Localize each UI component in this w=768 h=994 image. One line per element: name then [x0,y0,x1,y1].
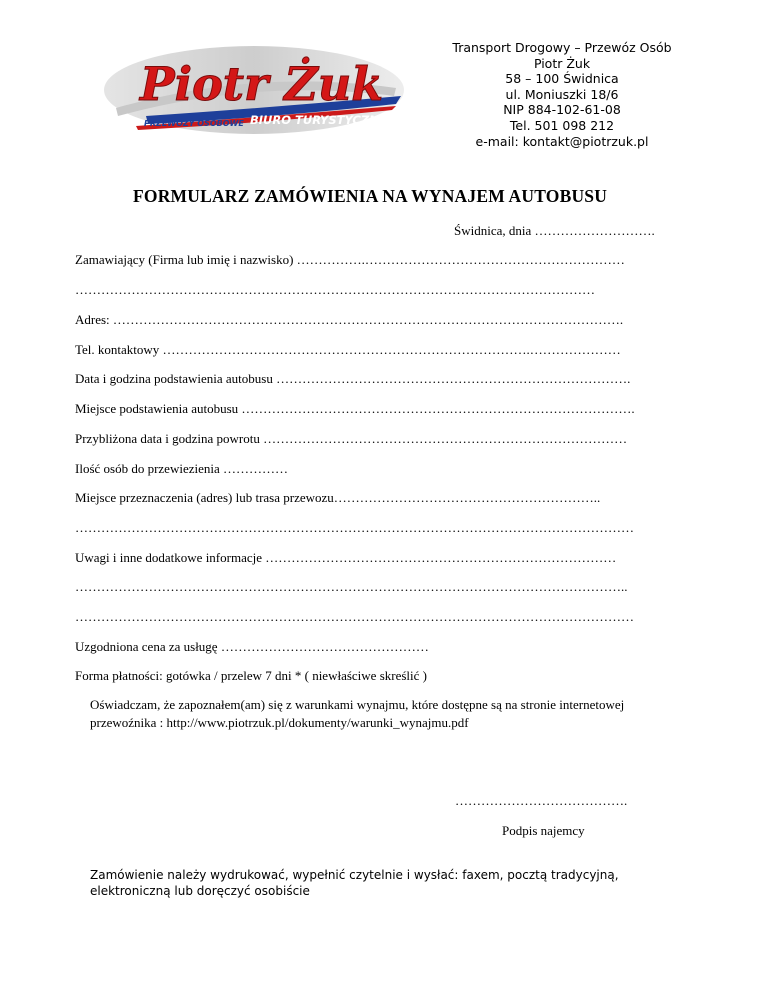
company-info-line: Piotr Żuk [533,55,591,71]
company-info [436,40,688,149]
field-pickup-place: Miejsce podstawienia autobusu ………………………………………………………………………………. [75,401,635,416]
company-info-line: 58 – 100 Świdnica [505,71,619,87]
company-logo [96,38,414,138]
field-notes-continued: ………………………………………………………………………………………………………………… [75,609,634,624]
company-info-line: ul. Moniuszki 18/6 [505,86,619,102]
company-info-line: NIP 884-102-61-08 [503,102,621,118]
company-info-email: e-mail: kontakt@piotrzuk.pl [475,133,649,149]
field-client: Zamawiający (Firma lub imię i nazwisko) …………….…………………………………………………… [75,252,625,267]
field-destination: Miejsce przeznaczenia (adres) lub trasa przewozu…………………………………………………….. [75,490,601,505]
declaration-line: Oświadczam, że zapoznałem(am) się z warunkami wynajmu, które dostępne są na stronie internetowej [90,697,625,712]
declaration-line: przewoźnika : http://www.piotrzuk.pl/dokumenty/warunki_wynajmu.pdf [90,715,469,730]
signature-label: Podpis najemcy [502,823,585,838]
field-payment-method: Forma płatności: gotówka / przelew 7 dni * ( niewłaściwe skreślić ) [75,668,427,683]
field-notes-continued: ……………………………………………………………………………………………………………….. [75,579,628,594]
logo-tagline-right: BIURO TURYSTYCZNE [250,113,387,127]
field-destination-continued: ………………………………………………………………………………………………………………… [75,520,634,535]
logo-tagline-left: PRZEWOZY OSOBOWE [144,119,244,128]
logo-wordmark: Piotr Żuk [140,57,384,111]
field-address: Adres: ………………………………………………………………………………………………………. [75,312,624,327]
field-client-continued: ………………………………………………………………………………………………………… [75,282,595,297]
footer-note-line: elektroniczną lub doręczyć osobiście [90,884,310,898]
footer-note-line: Zamówienie należy wydrukować, wypełnić czytelnie i wysłać: faxem, pocztą tradycyjną, [90,868,619,882]
field-phone: Tel. kontaktowy ………………………………………………………………………….………………… [75,342,621,357]
company-info-line: Tel. 501 098 212 [509,117,615,133]
signature-line: …………………………………. [455,793,628,808]
field-pickup-datetime: Data i godzina podstawienia autobusu ………………………………………………………………………. [75,371,631,386]
field-notes: Uwagi i inne dodatkowe informacje ……………………………………………………………………… [75,550,617,565]
field-passenger-count: Ilość osób do przewiezienia …………… [75,461,289,476]
field-price: Uzgodniona cena za usługę ………………………………………… [75,639,429,654]
field-return-datetime: Przybliżona data i godzina powrotu ………………………………………………………………………… [75,431,628,446]
company-info-line: Transport Drogowy – Przewóz Osób [452,40,672,55]
form-title: FORMULARZ ZAMÓWIENIA NA WYNAJEM AUTOBUSU [133,186,608,206]
date-field: Świdnica, dnia ………………………. [454,223,655,238]
